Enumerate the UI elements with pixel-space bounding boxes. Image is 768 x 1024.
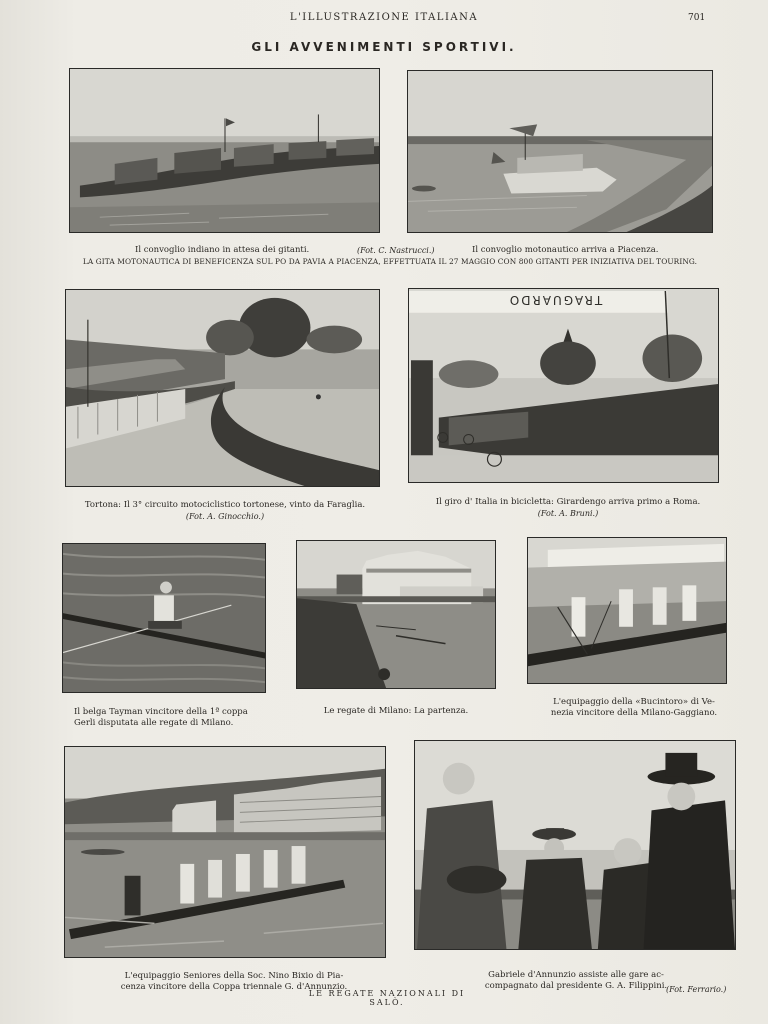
- publication-masthead: L'ILLUSTRAZIONE ITALIANA: [289, 12, 479, 23]
- caption-dannunzio: [466, 970, 686, 992]
- caption-bucintoro: [534, 697, 734, 719]
- section-title: GLI AVVENIMENTI SPORTIVI.: [251, 40, 517, 54]
- caption-tortona-circuit: [75, 500, 375, 522]
- photo-bucintoro-crew: [527, 537, 727, 684]
- photo-tortona-circuit: [65, 289, 380, 487]
- photo-credit-ginocchio: (Fot. A. Ginocchio.): [185, 512, 265, 521]
- photo-indian-convoy: [69, 68, 380, 233]
- caption-giro-ditalia: [418, 497, 718, 519]
- caption-line-1: L'equipaggio Seniores della Soc. Nino Bixio di Pia-: [124, 971, 344, 981]
- caption-motonautic-excursion: LA GITA MOTONAUTICA DI BENEFICENZA SUL PO DA PAVIA A PIACENZA, EFFETTUATA IL 27 MAGGIO CON 800 GITANTI PER INIZIATIVA DEL TOURING.: [82, 257, 698, 266]
- photo-giro-ditalia-finish: [408, 288, 719, 483]
- photo-tayman-single-scull: [62, 543, 266, 693]
- caption-line-2: Gerli disputata alle regate di Milano.: [74, 718, 234, 728]
- caption-text: Il giro d' Italia in bicicletta: Girardengo arriva primo a Roma.: [435, 497, 701, 507]
- photo-dannunzio-filippini: [414, 740, 736, 950]
- caption-text: Il convoglio indiano in attesa dei gitanti.: [135, 245, 310, 255]
- caption-line-2: cenza vincitore della Coppa triennale G. d'Annunzio.: [120, 982, 348, 992]
- caption-indian-convoy: [135, 245, 355, 256]
- caption-line-1: Gabriele d'Annunzio assiste alle gare ac-: [488, 970, 664, 980]
- caption-text: Tortona: Il 3° circuito motociclistico tortonese, vinto da Faraglia.: [84, 500, 366, 510]
- photo-milan-regatta-start: [296, 540, 496, 689]
- photo-nino-bixio-crew: [64, 746, 386, 958]
- page-number: 701: [688, 13, 706, 23]
- caption-tayman: [74, 707, 274, 729]
- photo-credit-nastrucci: (Fot. C. Nastrucci.): [357, 246, 435, 255]
- caption-line-1: L'equipaggio della «Bucintoro» di Ve-: [553, 697, 715, 707]
- photo-convoy-arrival-piacenza: [407, 70, 713, 233]
- caption-line-2: compagnato dal presidente G. A. Filippini.: [484, 981, 668, 991]
- caption-convoy-piacenza: Il convoglio motonautico arriva a Piacenza.: [472, 245, 659, 255]
- caption-line-2: nezia vincitore della Milano-Gaggiano.: [550, 708, 718, 718]
- finish-banner-text: TRAGUARDO: [507, 293, 603, 307]
- caption-milan-regatta: Le regate di Milano: La partenza.: [323, 706, 469, 716]
- caption-line-1: Il belga Tayman vincitore della 1ª coppa: [74, 707, 248, 717]
- photo-credit-ferrario: (Fot. Ferrario.): [666, 985, 727, 994]
- photo-credit-bruni: (Fot. A. Bruni.): [537, 509, 599, 518]
- caption-salo-regattas: LE REGATE NAZIONALI DI SALÒ.: [308, 989, 466, 1007]
